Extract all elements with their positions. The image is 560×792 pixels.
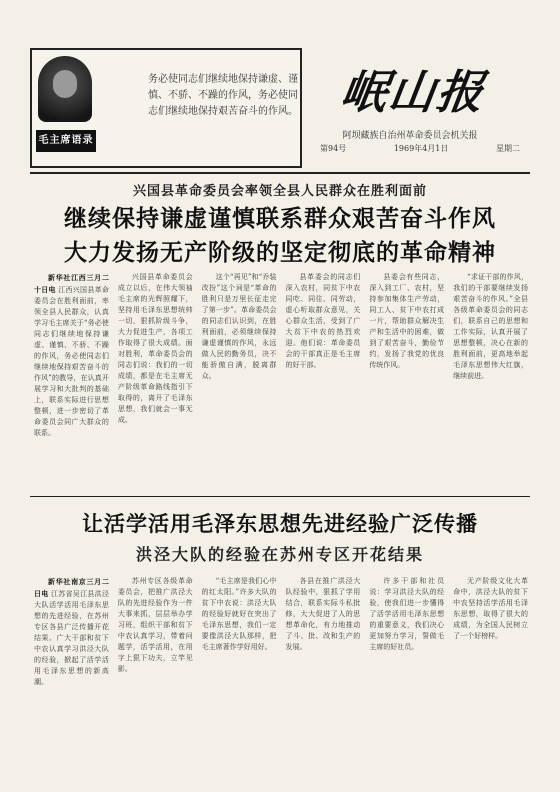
story2-headline: 让活学活用毛泽东思想先进经验广泛传播 — [82, 511, 478, 536]
story1-column — [369, 272, 444, 490]
story1-column — [202, 272, 277, 490]
quote-label: 毛主席语录 — [36, 130, 96, 152]
column-text: 这个“再见”和“乔装改扮”这个词是“革命的胜利只是万里长征走完了第一步”。革命委员会的同志们认识到，在胜利面前，必须继续保持谦虚谨慎的作风，永远做人民的勤务员，决不能骄傲自满，脱离群众。 — [201, 273, 277, 380]
publisher-line: 阿坝藏族自治州革命委员会机关报 — [342, 131, 478, 141]
portrait-image — [38, 56, 92, 122]
issue-info — [320, 143, 520, 154]
column-text: 江西兴国县革命委员会在胜利面前，率领全县人民群众，认真学习毛主席关于“务必使同志们继续地保持谦虚、谨慎、不骄、不躁的作风，务必使同志们继续地保持艰苦奋斗的作风”的教导，在认真开展学习和大批判的基础上，联系实际进行思想整顿，进一步密切了革命委员会同广大群众的联系。 — [34, 286, 109, 437]
story2-columns — [34, 576, 528, 781]
dateline: 新华社南京三月二日电 — [34, 577, 109, 598]
newspaper-logo: 岷山报 — [337, 65, 489, 119]
column-text: “求证干部的作风，我们的干部要继续发扬艰苦奋斗的作风。”全县各级革命委员会的同志们，联系自己的思想和工作实际，认真开展了思想整顿，决心在新的胜利面前，更高地举起毛泽东思想伟大红旗，继续前进。 — [453, 273, 528, 380]
story1-column — [118, 272, 193, 490]
story1-column — [34, 272, 109, 490]
story1-column — [285, 272, 360, 490]
story1-kicker: 兴国县革命委员会率领全县人民群众在胜利面前 — [132, 184, 427, 199]
quote-text: 务必使同志们继续地保持谦虚、谨慎、不骄、不躁的作风，务必使同志们继续地保持艰苦奋斗的作风。 — [148, 74, 298, 117]
story2-column — [118, 576, 193, 781]
divider-line — [30, 496, 530, 497]
story2-column — [285, 576, 360, 781]
story2-column — [369, 576, 444, 781]
issue-date: 1969年4月1日 — [393, 144, 449, 153]
column-text: “毛主席是我们心中的红太阳。”许多大队的贫下中农说：洪泾大队的经验好就好在突出了毛泽东思想，我们一定要像洪泾大队那样，把毛主席著作学好用好。 — [201, 577, 277, 651]
column-text: 无产阶级文化大革命中，洪泾大队的贫下中农坚持活学活用毛泽东思想，取得了很大的成绩，为全国人民树立了一个好榜样。 — [453, 577, 528, 640]
issue-number: 第94号 — [320, 144, 347, 153]
column-text: 县革委会的同志们深入农村，同贫下中农同吃、同住、同劳动，虚心听取群众意见，关心群众生活，受到了广大贫下中农的热烈欢迎。他们说：革命委员会的干部真正是毛主席的好干部。 — [285, 273, 361, 369]
column-text: 江苏省吴江县洪泾大队活学活用毛泽东思想的先进经验，在苏州专区各县广泛传播开花结果。广大干部和贫下中农认真学习洪泾大队的经验，掀起了活学活用毛泽东思想的新高潮。 — [34, 590, 109, 686]
dateline: 新华社江西三月二十日电 — [34, 273, 109, 294]
story1-columns — [34, 272, 528, 490]
story2-column — [202, 576, 277, 781]
story1-column — [453, 272, 528, 490]
column-text: 苏州专区各级革命委员会，把推广洪泾大队的先进经验作为一件大事来抓，层层举办学习班，组织干部和贫下中农认真学习，带着问题学，活学活用，在用字上狠下功夫，立竿见影。 — [117, 577, 193, 673]
column-text: 许多干部和社员说：学习洪泾大队的经验，使我们进一步懂得了活学活用毛泽东思想的重要意义，我们决心更加努力学习，誓做毛主席的好社员。 — [369, 577, 445, 651]
column-text: 县委会有些同志，深入到工厂、农村，坚持参加集体生产劳动，同工人、贫下中农打成一片，帮助群众解决生产和生活中的困难，做到了艰苦奋斗，勤俭节约，发扬了我党的优良传统作风。 — [369, 273, 445, 369]
story1-headline-line1: 继续保持谦虚谨慎联系群众艰苦奋斗作风 — [64, 205, 496, 232]
story1-headline-line2: 大力发扬无产阶级的坚定彻底的革命精神 — [64, 239, 496, 266]
chairman-quote-box — [30, 48, 302, 168]
story2-column — [453, 576, 528, 781]
story2-column — [34, 576, 109, 781]
divider-line — [30, 172, 530, 174]
story2-subhead: 洪泾大队的经验在苏州专区开花结果 — [135, 545, 424, 564]
issue-weekday: 星期二 — [495, 144, 520, 153]
column-text: 兴国县革命委员会成立以后，在伟大领袖毛主席的光辉照耀下，坚持用毛泽东思想统帅一切，狠抓阶级斗争，大力促进生产，各项工作取得了很大成绩。面对胜利，革命委员会的同志们说：我们的一切成绩，都是在毛主席无产阶级革命路线指引下取得的，离开了毛泽东思想，我们就会一事无成。 — [117, 273, 193, 424]
column-text: 各县在推广洪泾大队经验中，狠抓了学用结合，联系实际斗私批修，大大促进了人的思想革命化，有力地推动了斗、批、改和生产的发展。 — [285, 577, 361, 651]
